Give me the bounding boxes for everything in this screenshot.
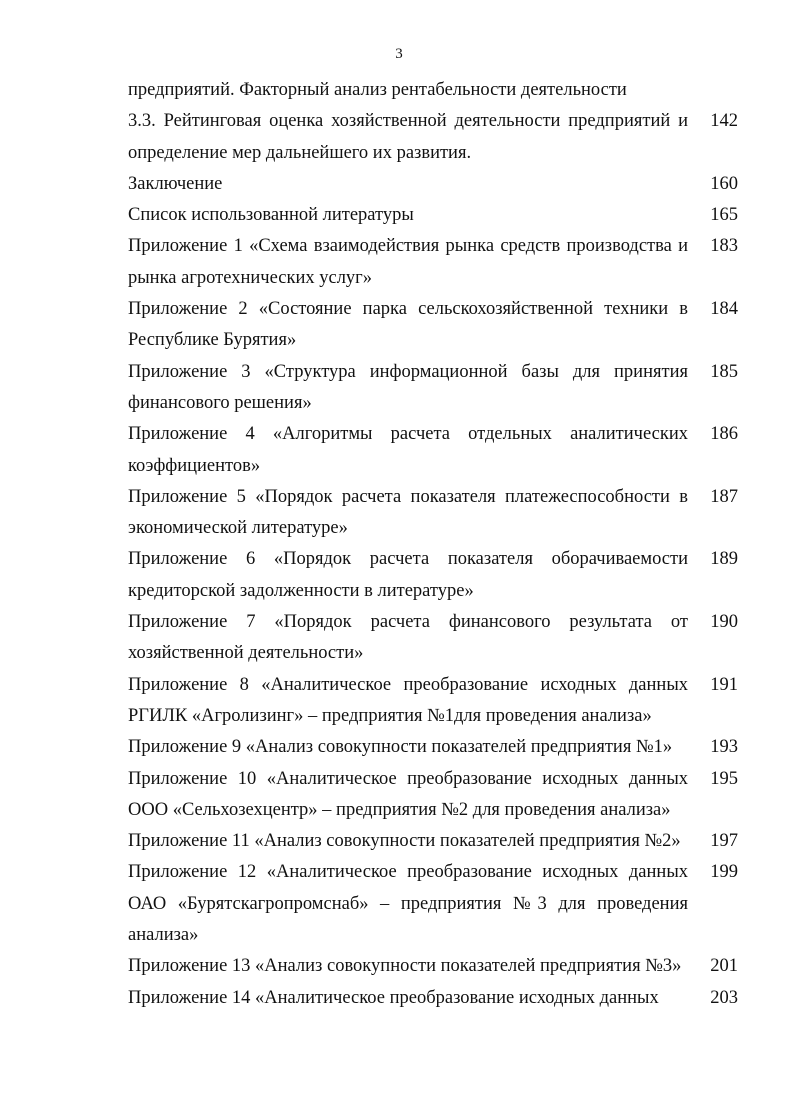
toc-entry-text-line: Заключение	[128, 173, 223, 194]
page-number: 3	[395, 46, 403, 62]
toc-entry	[128, 200, 738, 231]
toc-entry-page-number: 185	[710, 361, 738, 382]
toc-entry-page-number: 189	[710, 549, 738, 570]
toc-entry-text-line: Приложение 9 «Анализ совокупности показателей предприятия №1»	[128, 737, 673, 758]
toc-entry	[128, 75, 738, 106]
toc-entry	[128, 231, 738, 294]
toc-entry-text-line: ООО «Сельхозехцентр» – предприятия №2 для проведения анализа»	[128, 799, 671, 820]
toc-entry-page-number: 165	[710, 205, 738, 226]
toc-entry	[128, 544, 738, 607]
toc-entry-text-line: финансового решения»	[128, 392, 312, 413]
toc-entry-page-number: 160	[710, 173, 738, 194]
toc-entry-text-line: Приложение 6 «Порядок расчета показателя оборачиваемости	[128, 549, 688, 570]
toc-entry	[128, 106, 738, 169]
toc-entry-text-line: Приложение 13 «Анализ совокупности показателей предприятия №3»	[128, 956, 682, 977]
toc-entry-text-line: Приложение 4 «Алгоритмы расчета отдельных аналитических	[128, 424, 688, 445]
toc-entry	[128, 419, 738, 482]
toc-entry-page-number: 199	[710, 862, 738, 883]
toc-entry-text-line: Приложение 5 «Порядок расчета показателя платежеспособности в	[128, 486, 688, 507]
toc-entry-text-line: коэффициентов»	[128, 455, 261, 476]
toc-entry	[128, 857, 738, 951]
toc-entry	[128, 294, 738, 357]
toc-entry-page-number: 197	[710, 831, 738, 852]
toc-entry	[128, 607, 738, 670]
toc-entry	[128, 670, 738, 733]
toc-entry-text-line: Приложение 10 «Аналитическое преобразование исходных данных	[128, 768, 688, 789]
toc-entry-text-line: Приложение 14 «Аналитическое преобразование исходных данных	[128, 987, 659, 1008]
toc-entry-text-line: 3.3. Рейтинговая оценка хозяйственной деятельности предприятий и	[128, 111, 688, 132]
toc-entry-page-number: 191	[710, 674, 738, 695]
toc-entry-text-line: ОАО «Бурятскагропромснаб» – предприятия №3 для проведения	[128, 893, 688, 914]
toc-entry-page-number: 203	[710, 987, 738, 1008]
toc-entry	[128, 764, 738, 827]
toc-entry-page-number: 186	[710, 424, 738, 445]
toc-entry-text-line: рынка агротехнических услуг»	[128, 267, 373, 288]
toc-entry-page-number: 142	[710, 111, 738, 132]
toc-entry-text-line: предприятий. Факторный анализ рентабельности деятельности	[128, 80, 627, 100]
toc-entry	[128, 951, 738, 982]
toc-entry-text-line: Республике Бурятия»	[128, 330, 297, 351]
toc-entry	[128, 732, 738, 763]
toc-entry-page-number: 183	[710, 236, 738, 257]
toc-entry	[128, 357, 738, 420]
table-of-contents	[128, 75, 738, 1014]
toc-entry-page-number: 187	[710, 486, 738, 507]
toc-entry-text-line: Приложение 12 «Аналитическое преобразование исходных данных	[128, 862, 688, 883]
toc-entry	[128, 826, 738, 857]
toc-entry-text-line: кредиторской задолженности в литературе»	[128, 580, 474, 601]
toc-entry-text-line: РГИЛК «Агролизинг» – предприятия №1для проведения анализа»	[128, 705, 652, 726]
toc-entry-text-line: хозяйственной деятельности»	[128, 643, 364, 664]
toc-entry-text-line: Приложение 1 «Схема взаимодействия рынка средств производства и	[128, 236, 688, 257]
toc-entry	[128, 482, 738, 545]
toc-entry-text-line: Приложение 7 «Порядок расчета финансового результата от	[128, 612, 688, 633]
toc-entry-text-line: Приложение 8 «Аналитическое преобразование исходных данных	[128, 674, 688, 695]
toc-entry-text-line: Список использованной литературы	[128, 205, 414, 226]
toc-entry-page-number: 201	[710, 956, 738, 977]
toc-entry-text-line: анализа»	[128, 925, 199, 946]
toc-entry-text-line: Приложение 3 «Структура информационной базы для принятия	[128, 361, 688, 382]
toc-entry	[128, 983, 738, 1014]
toc-entry-page-number: 190	[710, 612, 738, 633]
toc-entry-page-number: 195	[710, 768, 738, 789]
toc-entry-text-line: определение мер дальнейшего их развития.	[128, 142, 472, 163]
toc-entry-text-line: экономической литературе»	[128, 518, 348, 539]
toc-entry-page-number: 193	[710, 737, 738, 758]
toc-entry-page-number: 184	[710, 299, 738, 320]
toc-entry	[128, 169, 738, 200]
toc-entry-page-number	[698, 75, 738, 106]
toc-entry-text-line: Приложение 11 «Анализ совокупности показателей предприятия №2»	[128, 831, 681, 852]
toc-entry-text-line: Приложение 2 «Состояние парка сельскохозяйственной техники в	[128, 299, 688, 320]
